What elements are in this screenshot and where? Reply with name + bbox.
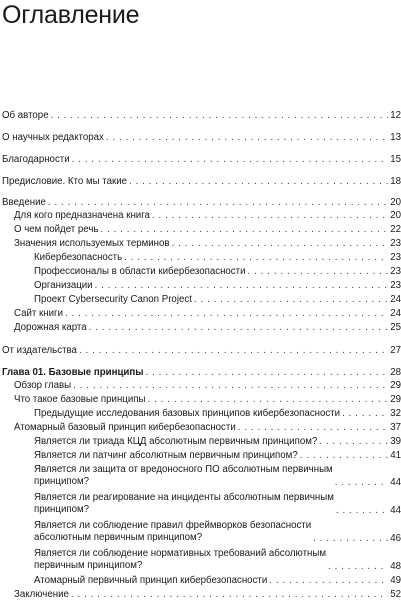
toc-page-number: 44 [390,505,401,516]
toc-entry-title: Обзор главы [14,380,72,391]
leader-dots [335,477,389,488]
toc-page-number: 39 [390,436,401,447]
toc-entry-title: Кибербезопасность [34,252,123,263]
leader-dots [72,154,389,165]
toc-page-number: 28 [390,367,401,378]
toc-entry-title-line2: первичным принципом? [34,560,143,571]
toc-entry-compliance[interactable] [0,548,401,572]
toc-entry-title [34,548,326,572]
toc-page-number: 49 [390,575,401,586]
toc-entry-title: Профессионалы в области кибербезопасности [34,266,246,277]
toc-page-number: 12 [390,110,401,121]
leader-dots [313,533,388,544]
toc-page-number: 23 [390,252,401,263]
toc-page-number: 29 [390,380,401,391]
toc-page-number: 46 [390,533,401,544]
leader-dots [172,238,389,249]
toc-entry-roadmap[interactable] [0,322,401,333]
toc-entry-title-line2: принципом? [34,504,90,515]
toc-entry-title: Значения используемых терминов [14,238,170,249]
toc-entry-title: О научных редакторах [2,132,104,143]
toc-entry-title-line1: Является ли соблюдение правил фреймворков безопасности [34,520,312,531]
toc-entry-title [34,520,311,544]
toc-entry-atomic-first-principle[interactable] [0,575,401,586]
toc-entry-title: Атомарный первичный принцип кибербезопасности [34,575,268,586]
leader-dots [328,561,388,572]
toc-page-number: 18 [390,176,401,187]
toc-page-number: 23 [390,280,401,291]
toc-entry-title-line1: Является ли защита от вредоносного ПО абсолютным первичным [34,464,333,475]
toc-entry-title: Предыдущие исследования базовых принципов кибербезопасности [34,408,341,419]
toc-page-number: 37 [390,422,401,433]
toc-entry-chapter-01[interactable] [0,367,401,378]
toc-entry-cybersecurity[interactable] [0,252,401,263]
toc-page-number: 23 [390,238,401,249]
toc-page-number: 24 [390,294,401,305]
toc-entry-title: Атомарный базовый принцип кибербезопасности [14,422,236,433]
leader-dots [124,252,388,263]
toc-page-number: 24 [390,308,401,319]
toc-entry-frameworks[interactable] [0,520,401,544]
toc-entry-title: Организации [34,280,93,291]
leader-dots [152,210,388,221]
toc-entry-title: Проект Cybersecurity Canon Project [34,294,192,305]
toc-entry-about-author[interactable] [0,110,401,121]
toc-page-number: 13 [390,132,401,143]
toc-entry-terms[interactable] [0,238,401,249]
toc-entry-title: Введение [2,197,46,208]
leader-dots [147,394,388,405]
toc-page-number: 27 [390,345,401,356]
toc-page-number: 52 [390,589,401,600]
leader-dots [71,589,388,600]
leader-dots [79,345,388,356]
toc-page-number: 32 [390,408,401,419]
leader-dots [269,575,388,586]
toc-page-number: 20 [390,197,401,208]
toc-entry-previous-research[interactable] [0,408,401,419]
toc-entry-title: Об авторе [2,110,49,121]
toc-entry-title: От издательства [2,345,77,356]
toc-entry-editors[interactable] [0,132,401,143]
toc-entry-professionals[interactable] [0,266,401,277]
page-title: Оглавление [2,1,140,29]
toc-entry-what-are-principles[interactable] [0,394,401,405]
leader-dots [73,380,388,391]
toc-entry-organizations[interactable] [0,280,401,291]
toc-entry-title [34,492,334,516]
leader-dots [95,280,389,291]
leader-dots [48,197,388,208]
toc-entry-title: Заключение [14,589,69,600]
toc-page-number: 48 [390,561,401,572]
toc-entry-introduction[interactable] [0,197,401,208]
toc-entry-title: Предисловие. Кто мы такие [2,176,128,187]
leader-dots [300,450,388,461]
toc-entry-malware[interactable] [0,464,401,488]
toc-entry-title: Является ли триада КЦД абсолютным первичным принципом? [34,436,318,447]
leader-dots [336,505,388,516]
toc-entry-audience[interactable] [0,210,401,221]
leader-dots [342,408,388,419]
toc-entry-cia-triad[interactable] [0,436,401,447]
leader-dots [319,436,388,447]
toc-entry-title-line1: Является ли реагирование на инциденты абсолютным первичным [34,492,334,503]
toc-entry-conclusion[interactable] [0,589,401,600]
toc-entry-title-line1: Является ли соблюдение нормативных требований абсолютным [34,548,326,559]
toc-page-number: 44 [390,477,401,488]
leader-dots [194,294,388,305]
toc-page-number: 23 [390,266,401,277]
toc-page-number: 20 [390,210,401,221]
leader-dots [89,322,389,333]
toc-entry-preface[interactable] [0,176,401,187]
toc-entry-atomic-principle[interactable] [0,422,401,433]
toc-entry-acknowledgements[interactable] [0,154,401,165]
toc-page-number: 22 [390,224,401,235]
leader-dots [146,367,389,378]
toc-entry-topics[interactable] [0,224,401,235]
leader-dots [100,224,388,235]
toc-page-number: 25 [390,322,401,333]
toc-entry-title [34,464,333,488]
leader-dots [129,176,388,187]
toc-page-number: 15 [390,154,401,165]
toc-entry-title-line2: принципом? [34,476,90,487]
leader-dots [65,308,388,319]
toc-entry-title: О чем пойдет речь [14,224,99,235]
toc-entry-publisher[interactable] [0,345,401,356]
toc-entry-overview[interactable] [0,380,401,391]
leader-dots [106,132,388,143]
toc-entry-title-line2: абсолютным первичным принципом? [34,532,203,543]
toc-entry-canon-project[interactable] [0,294,401,305]
toc-entry-title: Для кого предназначена книга [14,210,150,221]
toc-entry-title: Дорожная карта [14,322,87,333]
toc-entry-title: Сайт книги [14,308,63,319]
leader-dots [51,110,389,121]
leader-dots [238,422,388,433]
toc-entry-title: Благодарности [2,154,70,165]
toc-page-number: 29 [390,394,401,405]
toc-chapter-title: Глава 01. Базовые принципы [2,367,144,378]
toc-entry-title: Является ли патчинг абсолютным первичным принципом? [34,450,298,461]
toc-page-number: 41 [390,450,401,461]
toc-entry-website[interactable] [0,308,401,319]
toc-entry-patching[interactable] [0,450,401,461]
toc-entry-title: Что такое базовые принципы [14,394,146,405]
leader-dots [248,266,389,277]
toc-entry-incident-response[interactable] [0,492,401,516]
